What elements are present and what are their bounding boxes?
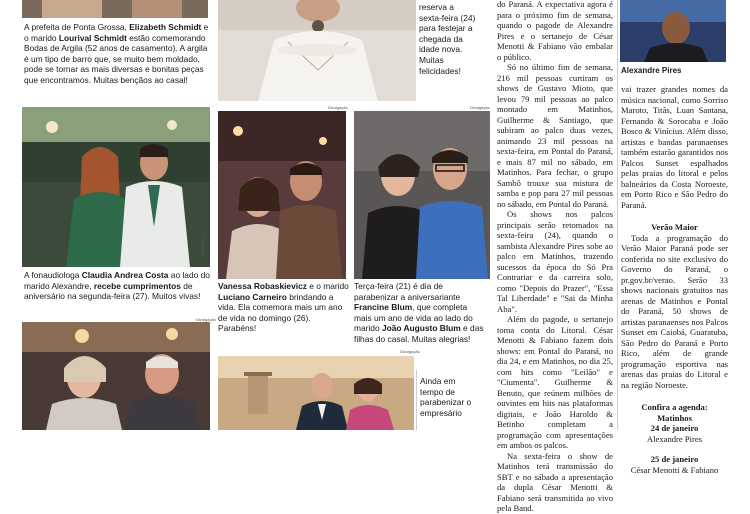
column-divider — [617, 0, 618, 430]
photo-credit: Divulgação — [200, 234, 205, 254]
caption-rule — [416, 370, 417, 430]
name-luciano: Luciano Carneiro — [218, 291, 287, 302]
photo-woman-birthday — [218, 0, 416, 101]
photo-older-couple — [22, 322, 210, 430]
name-claudia: Claudia Andrea Costa — [81, 270, 169, 280]
name-elizabeth: Elizabeth Schmidt — [129, 22, 202, 32]
article-paragraph: Os shows nos palcos principais serão retomados na sexta-feira (24), quando o sambista Alexandre Pires sobe ao palco em Matinhos, trazendo sucessos da época do Só Pra Contrariar e da carreira solo, como "Depois do Prazer", "Essa Tal Liberdade" e "Sai da Minha Aba". — [497, 209, 613, 314]
article-paragraph: Além do pagode, o sertanejo toma conta do Litoral. César Menotti & Fabiano fazem dois shows: em Pontal do Paraná, no dia 24, e em Matinhos, no dia 25, com hits como "Leilão" e "Ciumenta". Guilherme & Benuto, que reúnem milhões de ouvintes em hits nas plataformas digitais, e João Haroldo & Betinho completam a programação com apresentações em ambos os palcos. — [497, 314, 613, 450]
photo-credit: Divulgação — [400, 349, 420, 354]
article-paragraph: Na sexta-feira o show de Matinhos terá transmissão do SBT e no sábado a apresentação da dupla César Menotti & Fabiano será transmitida ao vivo pela Band. — [497, 450, 613, 513]
photo-alexandre-pires — [620, 0, 726, 62]
name-lourival: Lourival Schmidt — [58, 32, 127, 43]
name-joao-augusto: João Augusto Blum — [381, 323, 461, 334]
agenda-date: 24 de janeiro — [650, 423, 699, 433]
article-paragraph: Só no último fim de semana, 216 mil pessoas curtiram os shows de Gustavo Mioto, que levou 79 mil pessoas ao palco montado em Matinhos, Guilherme & Santiago, que subiram ao palco duas vezes, animando 23 mil pessoas na sexta-feira, em Pontal do Paraná, e mais 87 mil no sábado, em Matinhos. Para fechar, o grupo Sambô trouxe sua mistura de samba e pop para 27 mil pessoas no sábado, em Pontal do Paraná. — [497, 62, 613, 209]
caption-vanessa: Vanessa Robaskievicz e o marido Luciano Carneiro brindando a vida. Ela comemora mais um ano de vida no domingo (26). Parabéns! — [218, 281, 349, 334]
photo-credit: Divulgação — [470, 105, 490, 110]
photo-credit: Divulgação — [328, 105, 348, 110]
article-body-right — [621, 84, 728, 475]
name-vanessa: Vanessa Robaskievicz — [218, 281, 307, 291]
photo-claudia-couple — [22, 107, 210, 267]
photo-caption-alexandre: Alexandre Pires — [621, 66, 682, 75]
caption-empresario: Ainda em tempo de parabenizar o empresário — [420, 376, 472, 418]
caption-claudia: A fonaudiologa Claudia Andrea Costa ao lado do marido Alexandre, recebe cumprimentos de aniversário na segunda-feira (27). Muitos vivas! — [24, 270, 210, 302]
photo-vanessa-couple — [218, 111, 346, 279]
photo-francine-couple — [354, 111, 490, 279]
caption-reserva: reserva a sexta-feira (24) para festejar a chegada da idade nova. Muitas felicidades! — [419, 2, 476, 76]
article-paragraph: vai trazer grandes nomes da música nacional, como Sorriso Maroto, Titãs, Luan Santana, Fernando & Sorocaba e João Bosco & Vinícius. Além disso, artistas e bandas paranaenses também estarão garantidos nos Palcos Sunset espalhados pelas praias do litoral e pelos balneários da Costa Noroeste, em Porto Rico e São Pedro do Paraná. — [621, 84, 728, 210]
highlight-cumprimentos: recebe cumprimentos — [93, 280, 181, 291]
article-paragraph: do Paraná. A expectativa agora é para o próximo fim de semana, quando o pagode de Alexandre Pires e o sertanejo de César Menotti & Fabiano vão embalar o público. — [497, 0, 613, 62]
photo-businessman-couple — [218, 356, 414, 430]
article-paragraph: Toda a programação do Verão Maior Paraná pode ser conferida no site exclusivo do Governo do Paraná, o pr.gov.br/verao. Serão 33 shows nacionais gratuitos nas arenas de Matinhos e Pontal do Paraná, 50 shows de artistas paranaenses nos Palcos Sunset em Caiobá, Guaratuba, São Pedro do Paraná e Porto Rico, além de grande programação esportiva nas arenas das praias do Litoral e na região Noroeste. — [621, 232, 728, 390]
photo-credit: Divulgação — [196, 317, 216, 322]
photo-top-left-crop — [22, 0, 208, 18]
agenda-artist: Alexandre Pires — [646, 433, 703, 444]
subhead-verao-maior: Verão Maior — [651, 222, 698, 232]
agenda-place: Matinhos — [657, 412, 692, 423]
caption-francine: Terça-feira (21) é dia de parabenizar a aniversariante Francine Blum, que completa mais um ano de vida ao lado do marido João Augusto Blum e das filhas do casal. Muitas alegrias! — [354, 281, 484, 344]
caption-schmidt: A prefeita de Ponta Grossa, Elizabeth Schmidt e o marido Lourival Schmidt estão comemorando Bodas de Argila (52 anos de casamento). A argila é um tipo de barro que, se muito bem moldado, pode se tornar as mais diversas e bonitas peças que encontramos. Muitas bençãos ao casal! — [24, 22, 209, 85]
agenda-title: Confira a agenda: — [641, 402, 708, 412]
name-francine: Francine Blum — [354, 302, 413, 313]
agenda-date: 25 de janeiro — [650, 454, 699, 464]
agenda-artist: César Menotti & Fabiano — [630, 464, 719, 475]
article-body — [497, 0, 613, 514]
